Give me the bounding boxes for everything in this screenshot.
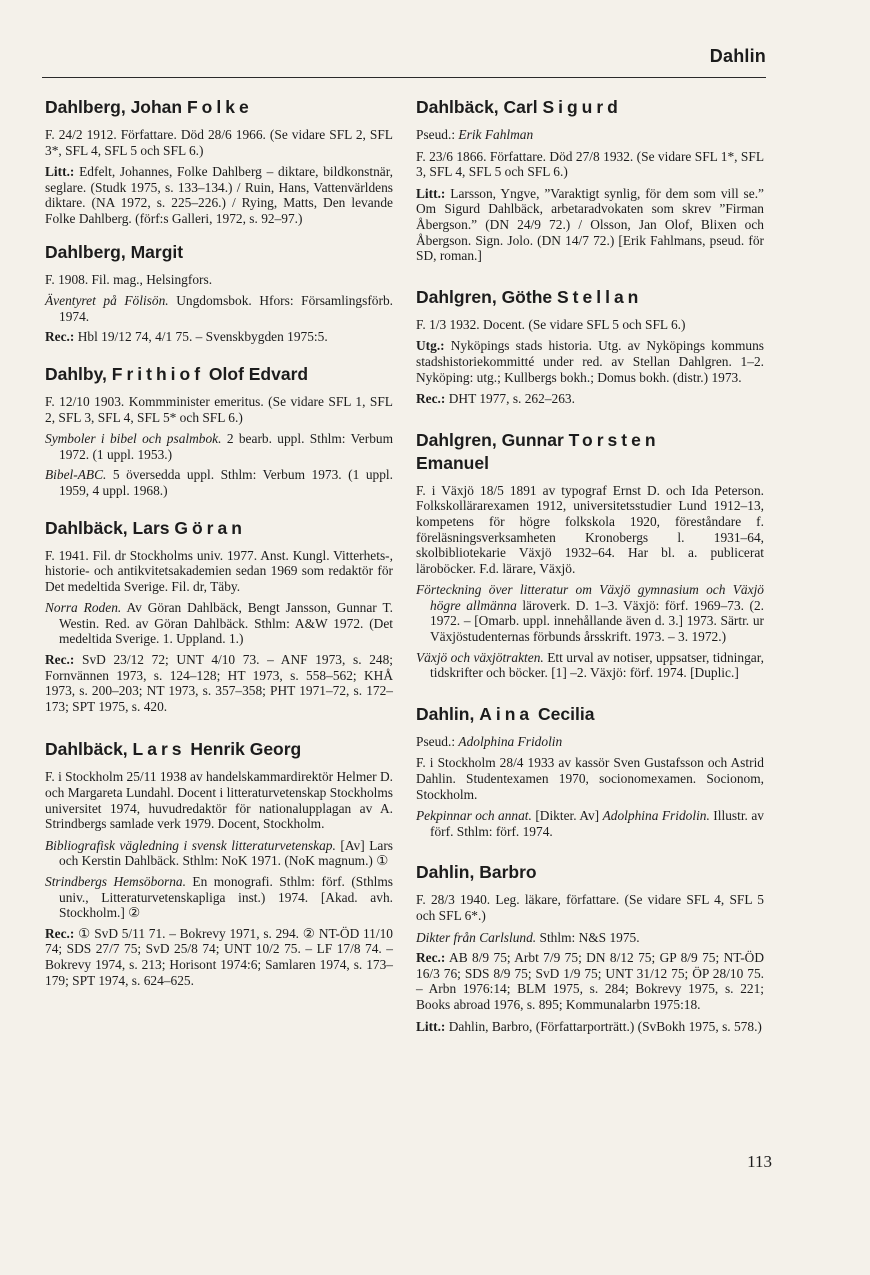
work-details: Ungdomsbok. Hfors: Församlingsförb. 1974. <box>59 293 393 324</box>
heading-text-rest: Emanuel <box>416 452 489 473</box>
work-details: 2 bearb. uppl. Sthlm: Verbum 1972. (1 uppl. 1953.) <box>59 431 394 462</box>
entry-dahlgren-gunnar-torsten <box>416 429 764 681</box>
biography: F. 1/3 1932. Docent. (Se vidare SFL 5 och SFL 6.) <box>416 316 686 332</box>
literature <box>416 186 764 264</box>
entry-heading <box>45 363 393 386</box>
work-title: Symboler i bibel och psalmbok. <box>45 431 222 447</box>
work-title: Norra Roden. <box>45 600 122 616</box>
heading-spaced-name: Lars <box>132 739 186 760</box>
entry-dahlback-lars-goran <box>45 517 393 715</box>
heading-spaced-name: Stellan <box>556 286 643 307</box>
heading-spaced-name: Göran <box>174 517 246 538</box>
rec-label: Rec.: <box>45 329 75 345</box>
work <box>416 582 764 644</box>
utg-label: Utg.: <box>416 338 445 354</box>
literature <box>45 164 393 226</box>
litt-text: Larsson, Yngve, ”Varaktigt synlig, för dem som vill se.” Om Sigurd Dahlbäck, arbetaradvokaten som skrev ”Firman Åbergson.” (DN 24/9 72.) / Olsson, Jan Olof, Blixen och Åbergson. Sign. Jolo. (DN 14/7 72.) [Erik Fahlmans, pseud. för SD, roman.] <box>416 185 764 264</box>
biography: F. 24/2 1912. Författare. Död 28/6 1966. (Se vidare SFL 2, SFL 3*, SFL 4, SFL 5 och SFL 6.) <box>45 127 393 158</box>
work-author: Adolphina Fridolin. <box>602 808 710 824</box>
heading-spaced-name: Sigurd <box>542 97 622 117</box>
utg-text: Nyköpings stads historia. Utg. av Nyköpings kommuns stadshistoriekommitté under red. av Stellan Dahlgren. 1–2. Nyköping: utg.; Kullbergs bokh.; Domus bokh. (distr.) 1973. <box>416 338 764 385</box>
work <box>45 293 393 324</box>
heading-text: Dahlbäck, Carl <box>416 97 543 117</box>
work-title: Äventyret på Fölisön. <box>45 293 169 309</box>
work-details: läroverk. D. 1–3. Växjö: förf. 1969–73. (2. 1972. – [Omarb. uppl. innehållande även d. 3.] 1973. Särtr. ur Växjöstudenternas förbunds årsskrift. 1973. – 3. 1972.) <box>430 597 764 645</box>
pseud-label: Pseud.: <box>416 733 456 749</box>
heading-spaced-name: Torsten <box>568 429 660 450</box>
heading-text: Dahlberg, Margit <box>45 241 184 262</box>
rec-label: Rec.: <box>45 925 75 941</box>
pseud-name: Adolphina Fridolin <box>458 733 563 749</box>
work <box>45 467 393 498</box>
work-title: Pekpinnar och annat. <box>416 808 532 824</box>
pseud-name: Erik Fahlman <box>458 127 534 142</box>
work-title: Strindbergs Hemsöborna. <box>45 874 186 889</box>
entry-heading <box>45 517 393 540</box>
biography: F. 28/3 1940. Leg. läkare, författare. (Se vidare SFL 4, SFL 5 och SFL 6*.) <box>416 892 764 923</box>
heading-spaced-name: Folke <box>186 97 253 117</box>
work-details-rest: Illustr. av förf. Sthlm: förf. 1974. <box>430 808 764 839</box>
biography: F. 1908. Fil. mag., Helsingfors. <box>45 271 213 287</box>
heading-text: Dahlgren, Göthe <box>416 286 557 307</box>
pseudonym <box>416 127 764 143</box>
entry-dahlback-lars-henrik <box>45 738 393 988</box>
work-title: Bibel-ABC. <box>45 467 107 483</box>
biography: F. i Stockholm 28/4 1933 av kassör Sven Gustafsson och Astrid Dahlin. Studentexamen 1970, socionomexamen. Socionom, Stockholm. <box>416 755 764 802</box>
entry-heading <box>45 241 393 264</box>
litt-label: Litt.: <box>416 185 446 201</box>
heading-text: Dahlby, <box>45 363 112 384</box>
litt-text: Dahlin, Barbro, (Författarporträtt.) (SvBokh 1975, s. 578.) <box>445 1018 762 1034</box>
work-details: Sthlm: N&S 1975. <box>536 929 640 945</box>
work-title: Förteckning över litteratur om Växjö gymnasium och Växjö högre allmänna <box>416 582 764 613</box>
entry-dahlby-frithiof <box>45 363 393 499</box>
biography: F. i Stockholm 25/11 1938 av handelskammardirektör Helmer D. och Margareta Lundahl. Docent i litteraturvetenskap Stockholms universitet 1974, huvudredaktör för nationalupplagan av A. Strindbergs samlade verk 1979. Docent, Stockholm. <box>45 769 394 832</box>
work <box>45 838 393 869</box>
heading-text: Dahlin, Barbro <box>416 862 537 883</box>
work <box>416 930 764 946</box>
entry-dahlberg-margit <box>45 241 393 345</box>
heading-text: Dahlin, <box>416 703 480 724</box>
heading-text-rest: Cecilia <box>533 703 595 724</box>
work-details: Av Göran Dahlbäck, Bengt Jansson, Gunnar T. Westin. Red. av Göran Dahlbäck. Sthlm: A&W 1972. (Det medeltida Sverige. 1. Uppland. 1.) <box>59 600 393 647</box>
work-title: Bibliografisk vägledning i svensk litteraturvetenskap. <box>45 837 336 853</box>
header-rule <box>42 77 766 78</box>
work <box>45 874 393 921</box>
heading-text-rest: Olof Edvard <box>204 363 309 384</box>
biography: F. 23/6 1866. Författare. Död 27/8 1932. (Se vidare SFL 1*, SFL 3, SFL 4, SFL 5 och SFL 6.) <box>416 148 764 180</box>
entry-heading <box>45 738 393 761</box>
heading-text: Dahlbäck, <box>45 739 133 760</box>
running-head: Dahlin <box>709 46 766 66</box>
reviews <box>416 391 764 407</box>
entry-heading <box>416 861 764 884</box>
entry-dahlberg-johan-folke <box>45 96 393 227</box>
entry-dahlback-carl-sigurd <box>416 96 764 264</box>
reviews <box>45 926 393 988</box>
entry-dahlgren-gothe-stellan <box>416 286 764 407</box>
rec-text: Hbl 19/12 74, 4/1 75. – Svenskbygden 1975:5. <box>74 329 328 345</box>
literature <box>416 1019 764 1035</box>
entry-heading <box>416 96 764 119</box>
work <box>416 808 764 839</box>
reviews <box>416 950 764 1012</box>
work-title: Växjö och växjötrakten. <box>416 649 544 665</box>
rec-text: AB 8/9 75; Arbt 7/9 75; DN 8/12 75; GP 8/9 75; NT-ÖD 16/3 76; SDS 8/9 75; SvD 1/9 75; UNT 31/12 75; ÖP 28/10 75. – Arbn 1976:14; BLM 1975, s. 284; Bokrevy 1975, s. 221; Books abroad 1976, s. 895; Kommunalarbn 1975:18. <box>416 950 764 1012</box>
heading-text: Dahlbäck, Lars <box>45 517 175 538</box>
entry-heading <box>416 703 764 726</box>
entry-heading <box>416 429 764 475</box>
rec-text: DHT 1977, s. 262–263. <box>445 391 575 407</box>
rec-label: Rec.: <box>416 391 446 407</box>
litt-label: Litt.: <box>416 1018 446 1034</box>
pseudonym <box>416 734 764 750</box>
biography: F. 12/10 1903. Kommminister emeritus. (Se vidare SFL 1, SFL 2, SFL 3, SFL 4, SFL 5* och SFL 6.) <box>45 393 393 425</box>
litt-text: Edfelt, Johannes, Folke Dahlberg – diktare, bildkonstnär, seglare. (Studk 1975, s. 133–134.) / Ruin, Hans, Vattenvärldens diktare. (NA 1972, s. 225–226.) / Rying, Matts, Den levande Folke Dahlberg. (förf:s Galleri, 1972, s. 92–97.) <box>45 164 393 226</box>
biography: F. i Växjö 18/5 1891 av typograf Ernst D. och Ida Peterson. Folkskollärarexamen 1912, universitetsstudier Lund 1912–13, kompetens för högre folkskola 1920, föreståndare f. föreläsningsverksamheten Kronobergs l. 1931–64, skolbibliotekarie Växjö 1932–64. Har bl. a. publicerat läroböcker. F.d. lärare, Växjö. <box>416 482 764 576</box>
rec-text: SvD 23/12 72; UNT 4/10 73. – ANF 1973, s. 248; Fornvännen 1973, s. 124–128; HT 1973, s. 558–562; KHÅ 1973, s. 200–203; NT 1973, s. 357–358; PHT 1971–72, s. 172–173; SPT 1975, s. 420. <box>45 652 393 714</box>
work <box>45 600 393 647</box>
work-details: 5 översedda uppl. Sthlm: Verbum 1973. (1 uppl. 1959, 4 uppl. 1968.) <box>59 467 393 498</box>
work <box>45 431 393 462</box>
reviews <box>45 329 393 345</box>
heading-spaced-name: Frithiof <box>111 363 205 384</box>
right-column <box>416 96 764 1054</box>
entry-dahlin-barbro <box>416 861 764 1034</box>
work-details: [Av] Lars och Kerstin Dahlbäck. Sthlm: NoK 1971. (NoK magnum.) ① <box>59 837 394 869</box>
work-title: Dikter från Carlslund. <box>416 929 537 945</box>
heading-text-rest: Henrik Georg <box>185 739 302 760</box>
entry-dahlin-aina-cecilia <box>416 703 764 840</box>
rec-text: ① SvD 5/11 71. – Bokrevy 1971, s. 294. ② NT-ÖD 11/10 74; SDS 27/7 75; SvD 25/8 74; UNT 10/2 75. – LF 17/8 74. – Bokrevy 1974, s. 213; Horisont 1974:6; Samlaren 1974, s. 173–179; SPT 1974, s. 624–625. <box>45 925 393 988</box>
work-details: Ett urval av notiser, uppsatser, tidningar, tidskrifter och böcker. [1] –2. Växjö: förf. 1974. [Duplic.] <box>430 649 765 681</box>
left-column <box>45 96 393 1008</box>
heading-text: Dahlberg, Johan <box>45 97 187 117</box>
work-details: [Dikter. Av] <box>531 808 603 824</box>
litt-label: Litt.: <box>45 164 75 180</box>
reviews <box>45 652 393 714</box>
editor <box>416 338 764 385</box>
work-details: En monografi. Sthlm: förf. (Sthlms univ., Litteraturvetenskapliga inst.) 1974. [Akad. avh. Stockholm.] ② <box>59 874 393 921</box>
work <box>416 650 764 681</box>
rec-label: Rec.: <box>45 652 75 668</box>
biography: F. 1941. Fil. dr Stockholms univ. 1977. Anst. Kungl. Vitterhets-, historie- och antikvitetsakademien sedan 1969 som redaktör för Det medeltida Sverige. Fil. dr, Täby. <box>45 547 393 594</box>
heading-spaced-name: Aina <box>479 703 534 724</box>
entry-heading <box>416 286 764 309</box>
heading-text: Dahlgren, Gunnar <box>416 429 569 450</box>
entry-heading <box>45 96 393 119</box>
rec-label: Rec.: <box>416 950 446 966</box>
page-number: 113 <box>747 1152 772 1171</box>
pseud-label: Pseud.: <box>416 127 456 142</box>
